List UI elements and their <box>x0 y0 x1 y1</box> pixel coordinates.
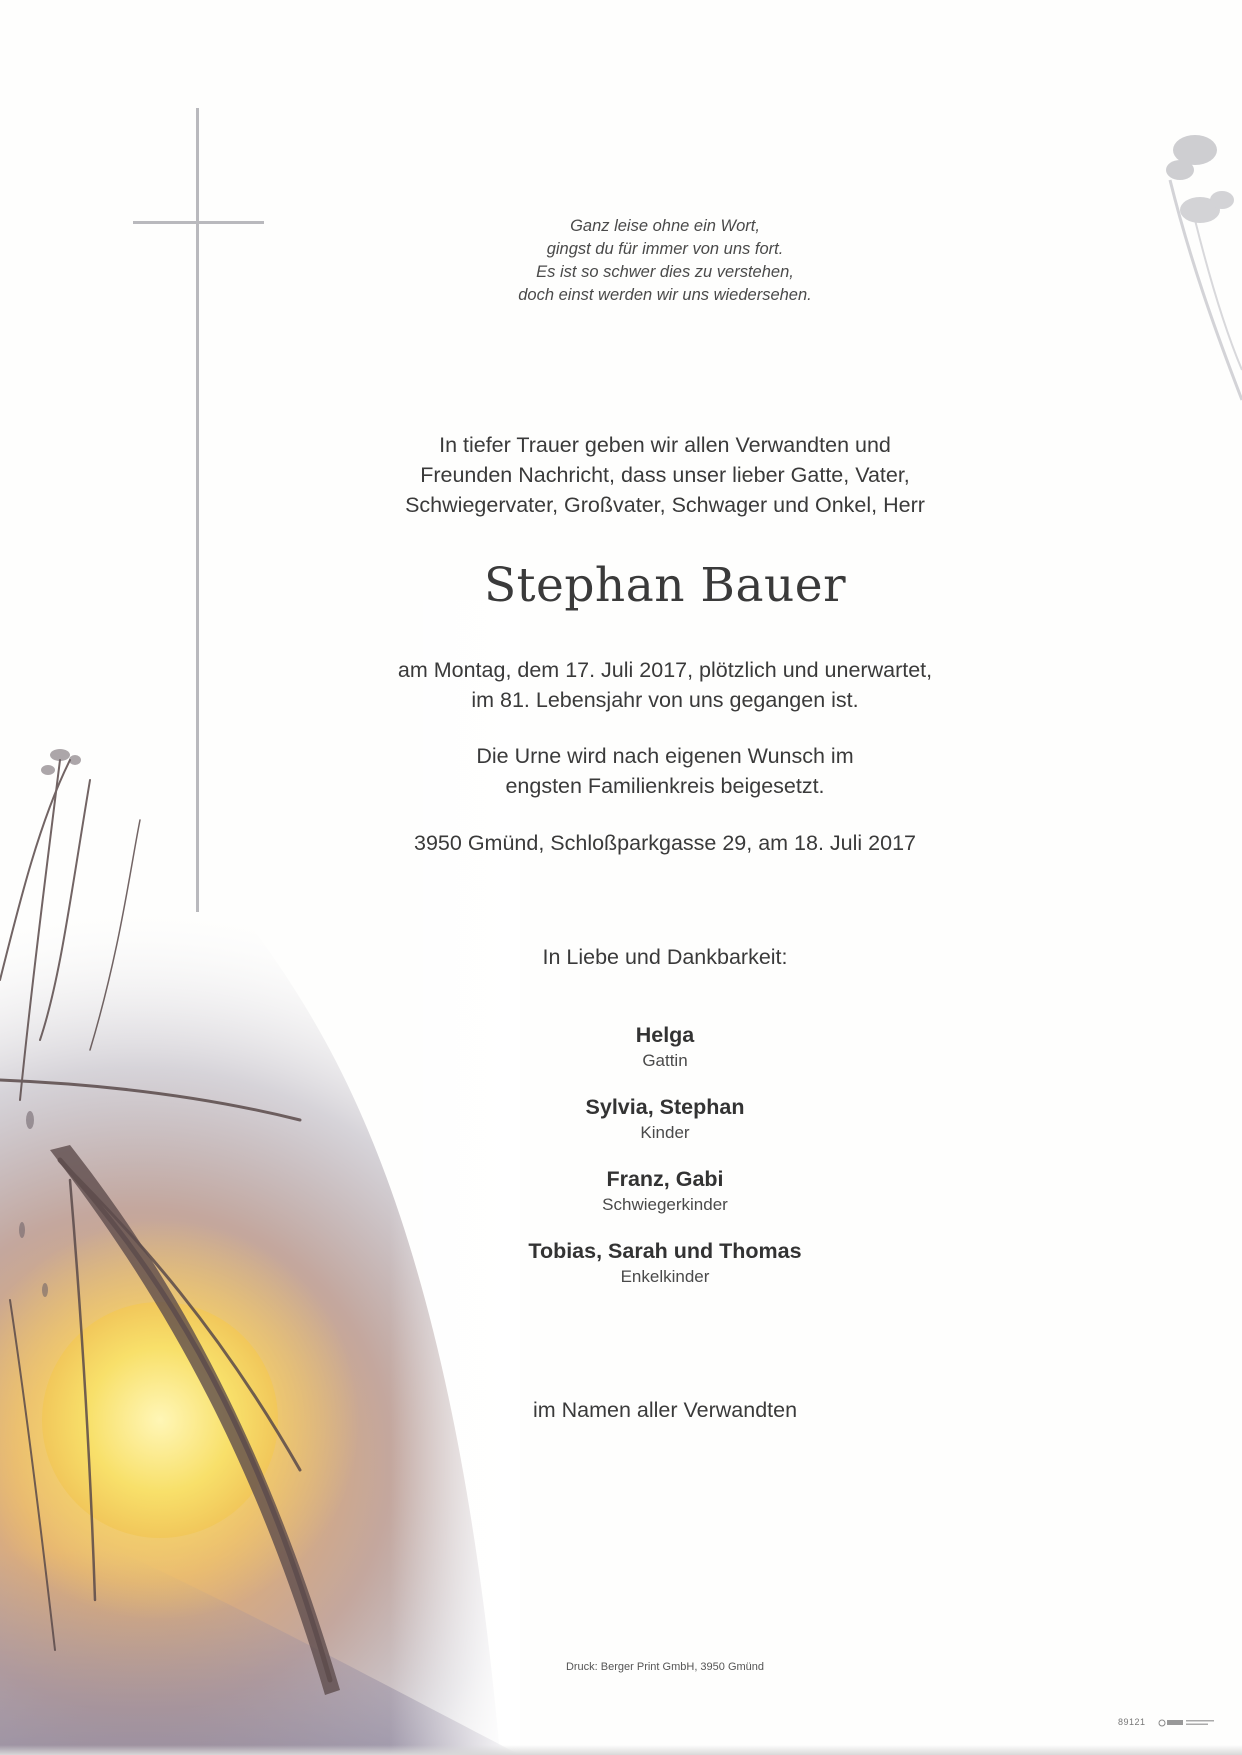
mourner-entry <box>430 1093 900 1145</box>
death-notice <box>330 655 1000 715</box>
urn-notice-line: engsten Familienkreis beigesetzt. <box>505 774 825 798</box>
urn-notice <box>330 741 1000 801</box>
announcement-intro <box>330 430 1000 520</box>
mourner-name: Franz, Gabi <box>606 1167 724 1191</box>
cross-vertical-bar <box>196 108 199 912</box>
death-notice-line: im 81. Lebensjahr von uns gegangen ist. <box>471 688 859 712</box>
product-code: 89121 <box>1118 1717 1146 1727</box>
publisher-logo-icon <box>1158 1717 1216 1728</box>
memorial-poem <box>330 215 1000 307</box>
mourner-name: Helga <box>635 1023 695 1047</box>
mourner-role: Gattin <box>642 1051 688 1070</box>
poem-line: Es ist so schwer dies zu verstehen, <box>536 263 794 281</box>
mourner-role: Enkelkinder <box>620 1267 710 1286</box>
intro-line: Freunden Nachricht, dass unser lieber Gatte, Vater, <box>420 463 910 487</box>
poem-line: gingst du für immer von uns fort. <box>546 240 784 258</box>
death-notice-line: am Montag, dem 17. Juli 2017, plötzlich und unerwartet, <box>397 658 933 682</box>
cross-horizontal-bar <box>133 221 264 224</box>
place-and-date: 3950 Gmünd, Schloßparkgasse 29, am 18. Juli 2017 <box>414 831 916 855</box>
mourner-role: Kinder <box>640 1123 690 1142</box>
intro-line: Schwiegervater, Großvater, Schwager und Onkel, Herr <box>405 493 925 517</box>
deceased-name: Stephan Bauer <box>483 558 847 613</box>
mourner-role: Schwiegerkinder <box>602 1195 728 1214</box>
mourner-entry <box>430 1021 900 1073</box>
intro-line: In tiefer Trauer geben wir allen Verwandten und <box>439 433 891 457</box>
urn-notice-line: Die Urne wird nach eigenen Wunsch im <box>476 744 854 768</box>
printer-credit: Druck: Berger Print GmbH, 3950 Gmünd <box>565 1661 765 1673</box>
mourners-list <box>430 1021 900 1309</box>
mourner-entry <box>430 1165 900 1217</box>
mourner-entry <box>430 1237 900 1289</box>
love-gratitude-line: In Liebe und Dankbarkeit: <box>542 945 788 969</box>
closing-line: im Namen aller Verwandten <box>532 1398 798 1422</box>
mourner-name: Sylvia, Stephan <box>585 1095 745 1119</box>
mourner-name: Tobias, Sarah und Thomas <box>528 1239 802 1263</box>
poem-line: Ganz leise ohne ein Wort, <box>570 217 760 235</box>
poem-line: doch einst werden wir uns wiedersehen. <box>518 286 812 304</box>
